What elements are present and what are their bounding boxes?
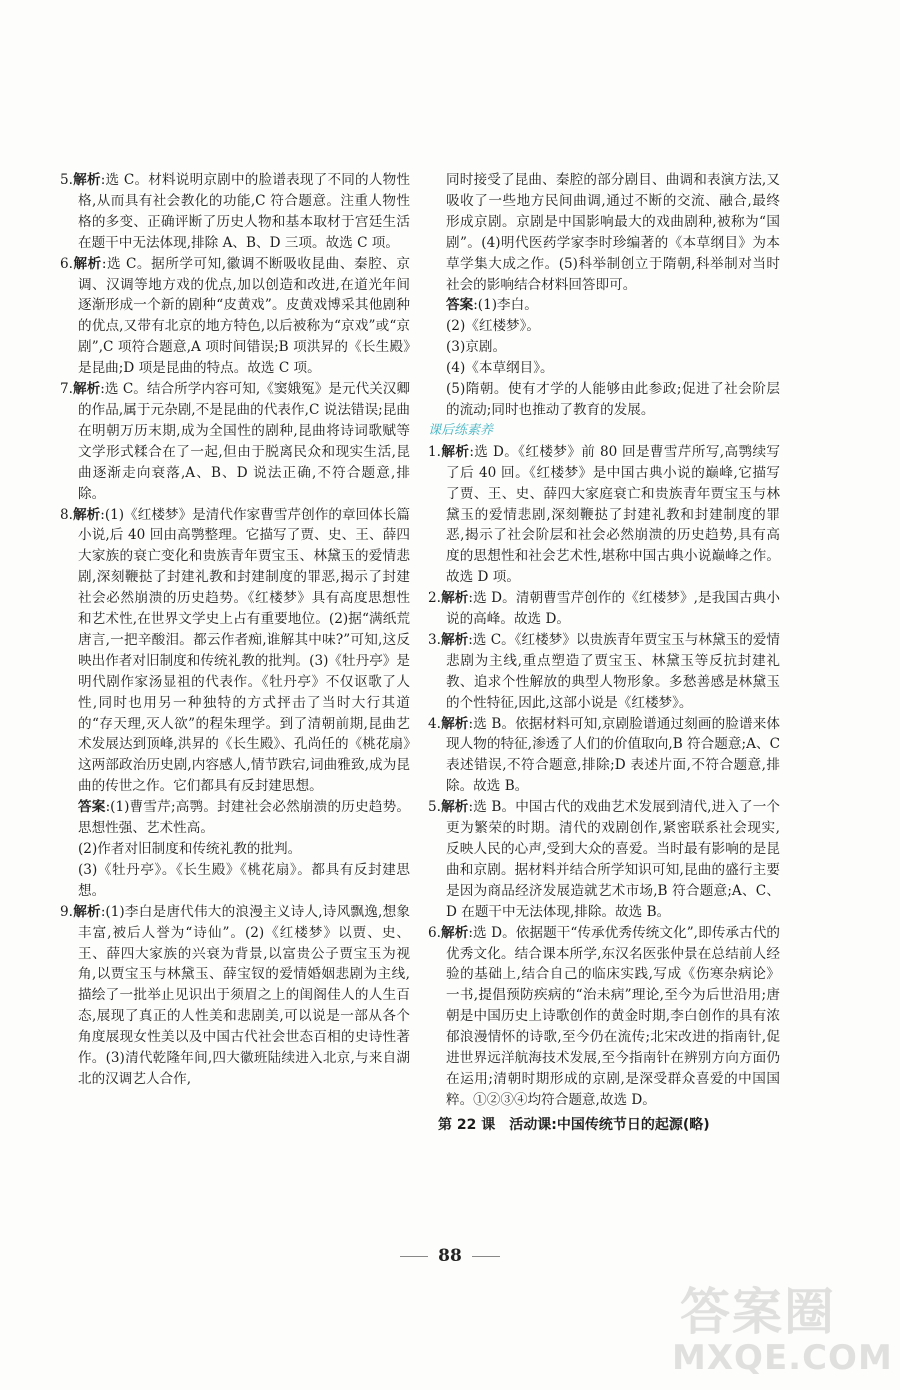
left-column (60, 170, 410, 1090)
practice-item-1: 1.解析:选 D。《红楼梦》前 80 回是曹雪芹所写,高鹗续写了后 40 回。《红楼梦》是中国古典小说的巅峰,它描写了贾、王、史、薛四大家庭衰亡和贵族青年贾宝玉与林黛玉的爱情悲剧,深刻鞭挞了封建礼教和封建制度的罪恶,揭示了社会阶层和社会必然崩溃的历史趋势,具有高度的思想性和社会艺术性,堪称中国古典小说巅峰之作。故选 D 项。 (428, 443, 781, 586)
divider (472, 1256, 500, 1257)
answer-item-7: 7.解析:选 C。结合所学内容可知,《窦娥冤》是元代关汉卿的作品,属于元杂剧,不是昆曲的代表作,C 说法错误;昆曲在明朝万历末期,成为全国性的剧种,昆曲将诗词歌赋等文学形式糅合在了一起,但由于脱离民众和现实生活,昆曲逐渐走向衰落,A、B、D 说法正确,不符合题意,排除。 (60, 381, 411, 502)
answer-key-9-part2: (2)《红楼梦》。 (446, 318, 541, 335)
answer-key-9-part3: (3)京剧。 (446, 339, 507, 356)
answer-key-9: 答案:(1)李白。 (446, 297, 538, 314)
practice-item-3: 3.解析:选 C。《红楼梦》以贵族青年贾宝玉与林黛玉的爱情悲剧为主线,重点塑造了贾宝玉、林黛玉等反抗封建礼教、追求个性解放的典型人物形象。多愁善感是林黛玉的个性特征,因此,这部小说是《红楼梦》。 (428, 631, 780, 711)
right-column (428, 170, 780, 1136)
practice-item-6: 6.解析:选 D。依据题干“传承优秀传统文化”,即传承古代的优秀文化。结合课本所学,东汉名医张仲景在总结前人经验的基础上,结合自己的临床实践,写成《伤寒杂病论》一书,提倡预防疾病的“治未病”理论,至今为后世沿用;唐朝是中国历史上诗歌创作的黄金时期,李白创作的具有浓郁浪漫情怀的诗歌,至今仍在流传;北宋改进的指南针,促进世界远洋航海技术发展,至今指南针在辨别方向方面仍在运用;清朝时期形成的京剧,是深受群众喜爱的中国国粹。①②③④均符合题意,故选 D。 (428, 924, 780, 1108)
section-heading: 课后练素养 (428, 422, 494, 438)
answer-item-9-continued: 同时接受了昆曲、秦腔的部分剧目、曲调和表演方法,又吸收了一些地方民间曲调,通过不断的交流、融合,最终形成京剧。京剧是中国影响最大的戏曲剧种,被称为“国剧”。(4)明代医药学家李时珍编著的《本草纲目》为本草学集大成之作。(5)科举制创立于隋朝,科举制对当时社会的影响结合材料回答即可。 (446, 172, 780, 293)
answer-item-9: 9.解析:(1)李白是唐代伟大的浪漫主义诗人,诗风飘逸,想象丰富,被后人誉为“诗仙”。(2)《红楼梦》以贾、史、王、薛四大家族的兴衰为背景,以富贵公子贾宝玉为视角,以贾宝玉与林黛玉、薛宝钗的爱情婚姻悲剧为主线,描绘了一批举止见识出于须眉之上的闺阁佳人的人生百态,展现了真正的人性美和悲剧美,可以说是一部从各个角度展现女性美以及中国古代社会世态百相的史诗性著作。(3)清代乾隆年间,四大徽班陆续进入北京,与来自湖北的汉调艺人合作, (60, 903, 410, 1087)
practice-item-4: 4.解析:选 B。依据材料可知,京剧脸谱通过刻画的脸谱来体现人物的特征,渗透了人们的价值取向,B 符合题意;A、C 表述错误,不符合题意,排除;D 表述片面,不符合题意,排除。故选 B。 (428, 715, 781, 795)
watermark-top-text: 答案圈 (680, 1283, 836, 1341)
answer-item-5: 5.解析:选 C。材料说明京剧中的脸谱表现了不同的人物性格,从而具有社会教化的功能,C 符合题意。注重人物性格的多变、正确评断了历史人物和基本取材于宫廷生活在题干中无法体现,排除 A、B、D 三项。故选 C 项。 (60, 172, 410, 251)
watermark-logo (672, 1272, 893, 1384)
page-number: 88 (0, 1246, 900, 1266)
answer-key-8-part3: (3)《牡丹亭》。《长生殿》《桃花扇》。都具有反封建思想。 (78, 861, 410, 899)
answer-key-8-part2: (2)作者对旧制度和传统礼教的批判。 (78, 841, 302, 857)
answer-item-8: 8.解析:(1)《红楼梦》是清代作家曹雪芹创作的章回体长篇小说,后 40 回由高鹗整理。它描写了贾、史、王、薛四大家族的衰亡变化和贵族青年贾宝玉、林黛玉的爱情悲剧,深刻鞭挞了封建礼教和封建制度的罪恶,揭示了封建社会必然崩溃的历史趋势。《红楼梦》具有高度思想性和艺术性,在世界文学史上占有重要地位。(2)据“满纸荒唐言,一把辛酸泪。都云作者痴,谁解其中味?”可知,这反映出作者对旧制度和传统礼教的批判。(3)《牡丹亭》是明代剧作家汤显祖的代表作。《牡丹亭》不仅讴歌了人性,同时也用另一种独特的方式抨击了当时大行其道的“存天理,灭人欲”的程朱理学。到了清朝前期,昆曲艺术发展达到顶峰,洪昇的《长生殿》、孔尚任的《桃花扇》这两部政治历史剧,内容感人,情节跌宕,词曲雅致,成为昆曲的传世之作。它们都具有反封建思想。 (60, 506, 411, 795)
answer-key-9-part5: (5)隋朝。使有才学的人能够由此参政;促进了社会阶层的流动;同时也推动了教育的发展。 (446, 381, 780, 418)
answer-key-8: 答案:(1)曹雪芹;高鹗。封建社会必然崩溃的历史趋势。思想性强、艺术性高。 (78, 799, 411, 837)
practice-item-5: 5.解析:选 B。中国古代的戏曲艺术发展到清代,进入了一个更为繁荣的时期。清代的戏剧创作,紧密联系社会现实,反映人民的心声,受到大众的喜爱。当时最有影响的是昆曲和京剧。据材料并结合所学知识可知,昆曲的盛行主要是因为商品经济发展造就艺术市场,B 符合题意;A、C、D 在题干中无法体现,排除。故选 B。 (428, 799, 781, 920)
divider (400, 1256, 428, 1257)
practice-item-2: 2.解析:选 D。清朝曹雪芹创作的《红楼梦》,是我国古典小说的高峰。故选 D。 (428, 590, 780, 628)
answer-item-6: 6.解析:选 C。据所学可知,徽调不断吸收昆曲、秦腔、京调、汉调等地方戏的优点,加以创造和改进,在道光年间逐渐形成一个新的剧种“皮黄戏”。皮黄戏博采其他剧种的优点,又带有北京的地方特色,以后被称为“京戏”或“京剧”,C 项符合题意,A 项时间错误;B 项洪昇的《长生殿》是昆曲;D 项是昆曲的特点。故选 C 项。 (60, 255, 410, 377)
watermark-bottom-text: MXQE.COM (672, 1338, 893, 1378)
lesson-heading: 第 22 课 活动课:中国传统节日的起源(略) (438, 1116, 710, 1133)
answer-key-9-part4: (4)《本草纲目》。 (446, 360, 554, 377)
